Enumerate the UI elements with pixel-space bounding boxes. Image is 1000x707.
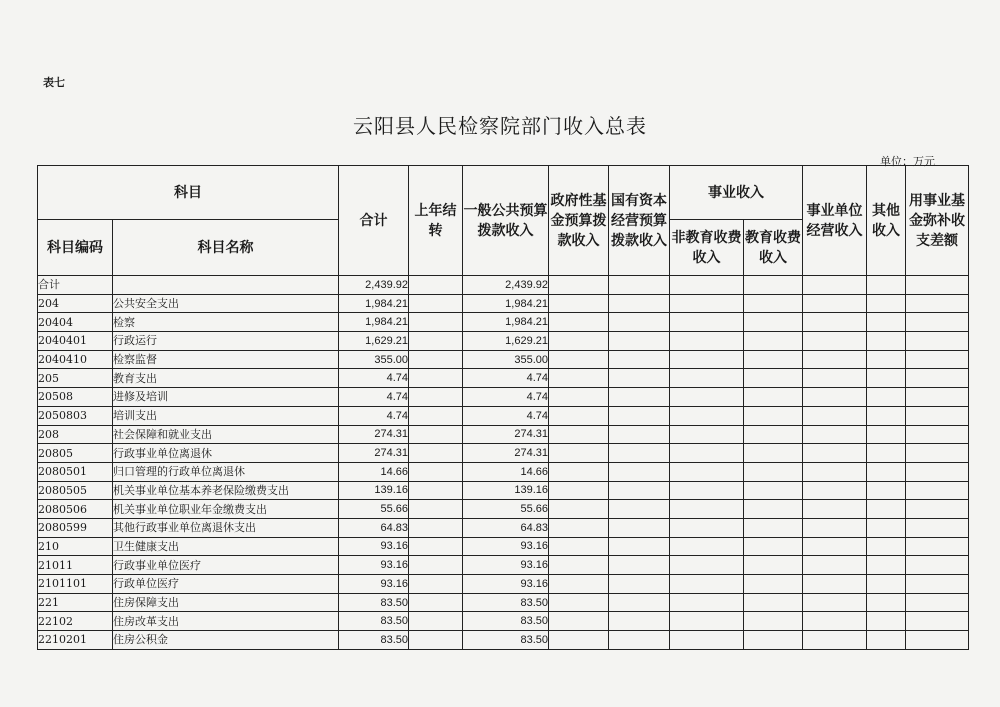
cell-total: 93.16 — [339, 537, 409, 556]
header-total: 合计 — [339, 166, 409, 276]
cell-other-income — [867, 313, 906, 332]
cell-state-capital — [609, 575, 670, 594]
cell-total: 83.50 — [339, 612, 409, 631]
cell-business-unit-ops — [803, 631, 867, 650]
cell-business-unit-ops — [803, 276, 867, 295]
cell-fund-subsidy — [906, 500, 969, 519]
cell-business-unit-ops — [803, 575, 867, 594]
cell-subject-name — [113, 276, 339, 295]
cell-state-capital — [609, 444, 670, 463]
cell-subject-code: 2080501 — [38, 462, 113, 481]
cell-carryover — [409, 631, 463, 650]
cell-subject-code: 22102 — [38, 612, 113, 631]
cell-carryover — [409, 518, 463, 537]
cell-subject-name: 检察 — [113, 313, 339, 332]
cell-business-unit-ops — [803, 612, 867, 631]
cell-state-capital — [609, 332, 670, 351]
cell-total: 93.16 — [339, 575, 409, 594]
cell-total: 4.74 — [339, 406, 409, 425]
header-fund-subsidy: 用事业基金弥补收支差额 — [906, 166, 969, 276]
header-other-income: 其他收入 — [867, 166, 906, 276]
cell-non-edu-fee — [670, 500, 744, 519]
cell-general-budget: 83.50 — [463, 593, 549, 612]
unit-label: 单位：万元 — [880, 155, 935, 168]
cell-edu-fee — [744, 612, 803, 631]
cell-carryover — [409, 537, 463, 556]
cell-subject-name: 住房改革支出 — [113, 612, 339, 631]
cell-general-budget: 93.16 — [463, 537, 549, 556]
cell-total: 55.66 — [339, 500, 409, 519]
cell-state-capital — [609, 518, 670, 537]
cell-fund-subsidy — [906, 537, 969, 556]
cell-business-unit-ops — [803, 313, 867, 332]
cell-other-income — [867, 369, 906, 388]
cell-non-edu-fee — [670, 444, 744, 463]
cell-general-budget: 1,984.21 — [463, 294, 549, 313]
table-row — [38, 612, 969, 631]
cell-fund-subsidy — [906, 631, 969, 650]
cell-gov-fund — [549, 612, 609, 631]
cell-carryover — [409, 593, 463, 612]
table-row — [38, 500, 969, 519]
cell-subject-name: 行政事业单位医疗 — [113, 556, 339, 575]
header-gov-fund: 政府性基金预算拨款收入 — [549, 166, 609, 276]
cell-general-budget: 93.16 — [463, 556, 549, 575]
cell-subject-name: 培训支出 — [113, 406, 339, 425]
cell-business-unit-ops — [803, 462, 867, 481]
cell-carryover — [409, 462, 463, 481]
table-row — [38, 425, 969, 444]
cell-carryover — [409, 425, 463, 444]
cell-subject-name: 行政事业单位离退休 — [113, 444, 339, 463]
cell-other-income — [867, 388, 906, 407]
cell-other-income — [867, 425, 906, 444]
cell-fund-subsidy — [906, 406, 969, 425]
cell-other-income — [867, 556, 906, 575]
cell-fund-subsidy — [906, 425, 969, 444]
cell-other-income — [867, 462, 906, 481]
table-row — [38, 294, 969, 313]
cell-subject-code: 210 — [38, 537, 113, 556]
cell-edu-fee — [744, 276, 803, 295]
cell-subject-code: 208 — [38, 425, 113, 444]
table-row — [38, 406, 969, 425]
cell-edu-fee — [744, 369, 803, 388]
cell-other-income — [867, 593, 906, 612]
cell-carryover — [409, 313, 463, 332]
cell-subject-name: 住房公积金 — [113, 631, 339, 650]
cell-carryover — [409, 388, 463, 407]
cell-total: 274.31 — [339, 444, 409, 463]
cell-non-edu-fee — [670, 294, 744, 313]
table-row — [38, 575, 969, 594]
cell-business-unit-ops — [803, 332, 867, 351]
cell-state-capital — [609, 612, 670, 631]
cell-business-unit-ops — [803, 556, 867, 575]
cell-state-capital — [609, 481, 670, 500]
cell-gov-fund — [549, 518, 609, 537]
cell-fund-subsidy — [906, 593, 969, 612]
cell-edu-fee — [744, 425, 803, 444]
table-row — [38, 444, 969, 463]
cell-subject-code: 205 — [38, 369, 113, 388]
cell-non-edu-fee — [670, 276, 744, 295]
table-row — [38, 518, 969, 537]
cell-gov-fund — [549, 537, 609, 556]
cell-edu-fee — [744, 444, 803, 463]
cell-non-edu-fee — [670, 462, 744, 481]
cell-state-capital — [609, 537, 670, 556]
cell-fund-subsidy — [906, 462, 969, 481]
cell-edu-fee — [744, 575, 803, 594]
cell-fund-subsidy — [906, 332, 969, 351]
cell-subject-code: 2101101 — [38, 575, 113, 594]
cell-general-budget: 4.74 — [463, 388, 549, 407]
cell-carryover — [409, 350, 463, 369]
cell-fund-subsidy — [906, 612, 969, 631]
cell-subject-name: 其他行政事业单位离退休支出 — [113, 518, 339, 537]
cell-edu-fee — [744, 556, 803, 575]
cell-edu-fee — [744, 631, 803, 650]
table-row — [38, 350, 969, 369]
cell-fund-subsidy — [906, 481, 969, 500]
cell-edu-fee — [744, 406, 803, 425]
cell-carryover — [409, 332, 463, 351]
cell-edu-fee — [744, 518, 803, 537]
cell-edu-fee — [744, 593, 803, 612]
cell-non-edu-fee — [670, 332, 744, 351]
header-subject-name: 科目名称 — [113, 220, 339, 276]
table-number-label: 表七 — [43, 76, 65, 89]
cell-fund-subsidy — [906, 388, 969, 407]
table-row — [38, 332, 969, 351]
cell-subject-code: 2080506 — [38, 500, 113, 519]
cell-general-budget: 4.74 — [463, 406, 549, 425]
cell-subject-name: 机关事业单位职业年金缴费支出 — [113, 500, 339, 519]
cell-subject-code: 2050803 — [38, 406, 113, 425]
cell-total: 1,984.21 — [339, 313, 409, 332]
table-row — [38, 593, 969, 612]
table-row — [38, 369, 969, 388]
cell-business-unit-ops — [803, 518, 867, 537]
cell-subject-name: 机关事业单位基本养老保险缴费支出 — [113, 481, 339, 500]
cell-business-unit-ops — [803, 500, 867, 519]
cell-gov-fund — [549, 444, 609, 463]
table-row — [38, 631, 969, 650]
cell-carryover — [409, 294, 463, 313]
cell-subject-code: 221 — [38, 593, 113, 612]
cell-general-budget: 355.00 — [463, 350, 549, 369]
cell-non-edu-fee — [670, 481, 744, 500]
cell-other-income — [867, 276, 906, 295]
cell-edu-fee — [744, 313, 803, 332]
cell-state-capital — [609, 369, 670, 388]
cell-total: 4.74 — [339, 388, 409, 407]
cell-subject-code: 20508 — [38, 388, 113, 407]
cell-non-edu-fee — [670, 556, 744, 575]
cell-subject-code: 2080505 — [38, 481, 113, 500]
cell-gov-fund — [549, 425, 609, 444]
cell-other-income — [867, 444, 906, 463]
cell-subject-code: 204 — [38, 294, 113, 313]
cell-subject-code: 2040410 — [38, 350, 113, 369]
cell-total: 1,984.21 — [339, 294, 409, 313]
cell-subject-code: 合计 — [38, 276, 113, 295]
cell-carryover — [409, 406, 463, 425]
cell-state-capital — [609, 462, 670, 481]
cell-state-capital — [609, 350, 670, 369]
cell-subject-code: 2040401 — [38, 332, 113, 351]
cell-general-budget: 83.50 — [463, 631, 549, 650]
cell-gov-fund — [549, 313, 609, 332]
header-state-capital: 国有资本经营预算拨款收入 — [609, 166, 670, 276]
cell-general-budget: 93.16 — [463, 575, 549, 594]
cell-business-unit-ops — [803, 294, 867, 313]
cell-subject-name: 教育支出 — [113, 369, 339, 388]
table-row — [38, 462, 969, 481]
cell-gov-fund — [549, 593, 609, 612]
cell-state-capital — [609, 500, 670, 519]
cell-total: 83.50 — [339, 593, 409, 612]
cell-edu-fee — [744, 350, 803, 369]
cell-subject-name: 行政单位医疗 — [113, 575, 339, 594]
cell-non-edu-fee — [670, 388, 744, 407]
cell-edu-fee — [744, 294, 803, 313]
cell-state-capital — [609, 556, 670, 575]
cell-total: 1,629.21 — [339, 332, 409, 351]
cell-subject-code: 2210201 — [38, 631, 113, 650]
cell-edu-fee — [744, 481, 803, 500]
cell-gov-fund — [549, 388, 609, 407]
cell-gov-fund — [549, 631, 609, 650]
table-row — [38, 276, 969, 295]
cell-gov-fund — [549, 332, 609, 351]
page-title: 云阳县人民检察院部门收入总表 — [353, 114, 647, 138]
cell-carryover — [409, 444, 463, 463]
cell-fund-subsidy — [906, 518, 969, 537]
cell-subject-code: 20805 — [38, 444, 113, 463]
cell-fund-subsidy — [906, 276, 969, 295]
cell-other-income — [867, 332, 906, 351]
cell-non-edu-fee — [670, 406, 744, 425]
cell-general-budget: 4.74 — [463, 369, 549, 388]
cell-other-income — [867, 612, 906, 631]
cell-non-edu-fee — [670, 313, 744, 332]
cell-business-unit-ops — [803, 369, 867, 388]
cell-fund-subsidy — [906, 556, 969, 575]
cell-subject-name: 归口管理的行政单位离退休 — [113, 462, 339, 481]
cell-other-income — [867, 518, 906, 537]
cell-subject-name: 社会保障和就业支出 — [113, 425, 339, 444]
cell-subject-name: 住房保障支出 — [113, 593, 339, 612]
table-row — [38, 537, 969, 556]
cell-gov-fund — [549, 406, 609, 425]
cell-carryover — [409, 276, 463, 295]
cell-edu-fee — [744, 500, 803, 519]
cell-carryover — [409, 612, 463, 631]
cell-other-income — [867, 350, 906, 369]
cell-non-edu-fee — [670, 369, 744, 388]
cell-gov-fund — [549, 369, 609, 388]
cell-other-income — [867, 500, 906, 519]
cell-other-income — [867, 406, 906, 425]
cell-fund-subsidy — [906, 369, 969, 388]
cell-non-edu-fee — [670, 537, 744, 556]
cell-state-capital — [609, 276, 670, 295]
income-summary-table — [37, 165, 969, 650]
cell-fund-subsidy — [906, 294, 969, 313]
cell-non-edu-fee — [670, 593, 744, 612]
table-row — [38, 388, 969, 407]
cell-general-budget: 139.16 — [463, 481, 549, 500]
cell-gov-fund — [549, 575, 609, 594]
header-non-edu-fee: 非教育收费收入 — [670, 220, 744, 276]
table-row — [38, 313, 969, 332]
cell-gov-fund — [549, 500, 609, 519]
cell-state-capital — [609, 631, 670, 650]
cell-business-unit-ops — [803, 425, 867, 444]
cell-gov-fund — [549, 350, 609, 369]
cell-total: 4.74 — [339, 369, 409, 388]
cell-business-unit-ops — [803, 350, 867, 369]
cell-other-income — [867, 481, 906, 500]
cell-subject-name: 进修及培训 — [113, 388, 339, 407]
cell-general-budget: 274.31 — [463, 444, 549, 463]
cell-business-unit-ops — [803, 537, 867, 556]
cell-state-capital — [609, 388, 670, 407]
cell-total: 64.83 — [339, 518, 409, 537]
cell-total: 2,439.92 — [339, 276, 409, 295]
cell-non-edu-fee — [670, 350, 744, 369]
cell-business-unit-ops — [803, 481, 867, 500]
cell-carryover — [409, 556, 463, 575]
cell-total: 93.16 — [339, 556, 409, 575]
header-subject: 科目 — [38, 166, 339, 220]
cell-subject-code: 2080599 — [38, 518, 113, 537]
cell-non-edu-fee — [670, 518, 744, 537]
cell-subject-name: 检察监督 — [113, 350, 339, 369]
cell-state-capital — [609, 294, 670, 313]
cell-non-edu-fee — [670, 575, 744, 594]
cell-subject-name: 公共安全支出 — [113, 294, 339, 313]
cell-business-unit-ops — [803, 406, 867, 425]
cell-fund-subsidy — [906, 575, 969, 594]
cell-edu-fee — [744, 332, 803, 351]
table-row — [38, 481, 969, 500]
cell-edu-fee — [744, 537, 803, 556]
cell-non-edu-fee — [670, 612, 744, 631]
header-business-unit-ops: 事业单位经营收入 — [803, 166, 867, 276]
cell-general-budget: 1,629.21 — [463, 332, 549, 351]
header-subject-code: 科目编码 — [38, 220, 113, 276]
cell-carryover — [409, 575, 463, 594]
cell-fund-subsidy — [906, 444, 969, 463]
cell-other-income — [867, 537, 906, 556]
cell-fund-subsidy — [906, 350, 969, 369]
cell-carryover — [409, 369, 463, 388]
cell-state-capital — [609, 593, 670, 612]
cell-general-budget: 83.50 — [463, 612, 549, 631]
cell-total: 355.00 — [339, 350, 409, 369]
cell-business-unit-ops — [803, 593, 867, 612]
cell-general-budget: 14.66 — [463, 462, 549, 481]
cell-total: 274.31 — [339, 425, 409, 444]
cell-non-edu-fee — [670, 425, 744, 444]
cell-edu-fee — [744, 388, 803, 407]
cell-general-budget: 274.31 — [463, 425, 549, 444]
cell-other-income — [867, 294, 906, 313]
header-edu-fee: 教育收费收入 — [744, 220, 803, 276]
cell-business-unit-ops — [803, 444, 867, 463]
cell-gov-fund — [549, 462, 609, 481]
cell-edu-fee — [744, 462, 803, 481]
cell-total: 139.16 — [339, 481, 409, 500]
cell-gov-fund — [549, 481, 609, 500]
cell-carryover — [409, 500, 463, 519]
cell-gov-fund — [549, 276, 609, 295]
cell-fund-subsidy — [906, 313, 969, 332]
header-carryover: 上年结转 — [409, 166, 463, 276]
cell-carryover — [409, 481, 463, 500]
cell-subject-name: 行政运行 — [113, 332, 339, 351]
cell-general-budget: 55.66 — [463, 500, 549, 519]
cell-subject-name: 卫生健康支出 — [113, 537, 339, 556]
cell-general-budget: 2,439.92 — [463, 276, 549, 295]
cell-state-capital — [609, 313, 670, 332]
cell-business-unit-ops — [803, 388, 867, 407]
cell-general-budget: 1,984.21 — [463, 313, 549, 332]
cell-other-income — [867, 631, 906, 650]
cell-general-budget: 64.83 — [463, 518, 549, 537]
cell-gov-fund — [549, 556, 609, 575]
cell-subject-code: 20404 — [38, 313, 113, 332]
cell-state-capital — [609, 425, 670, 444]
cell-non-edu-fee — [670, 631, 744, 650]
header-general-budget: 一般公共预算拨款收入 — [463, 166, 549, 276]
cell-total: 83.50 — [339, 631, 409, 650]
cell-gov-fund — [549, 294, 609, 313]
header-business-income: 事业收入 — [670, 166, 803, 220]
cell-subject-code: 21011 — [38, 556, 113, 575]
table-row — [38, 556, 969, 575]
cell-state-capital — [609, 406, 670, 425]
cell-total: 14.66 — [339, 462, 409, 481]
table-body — [38, 276, 969, 650]
cell-other-income — [867, 575, 906, 594]
